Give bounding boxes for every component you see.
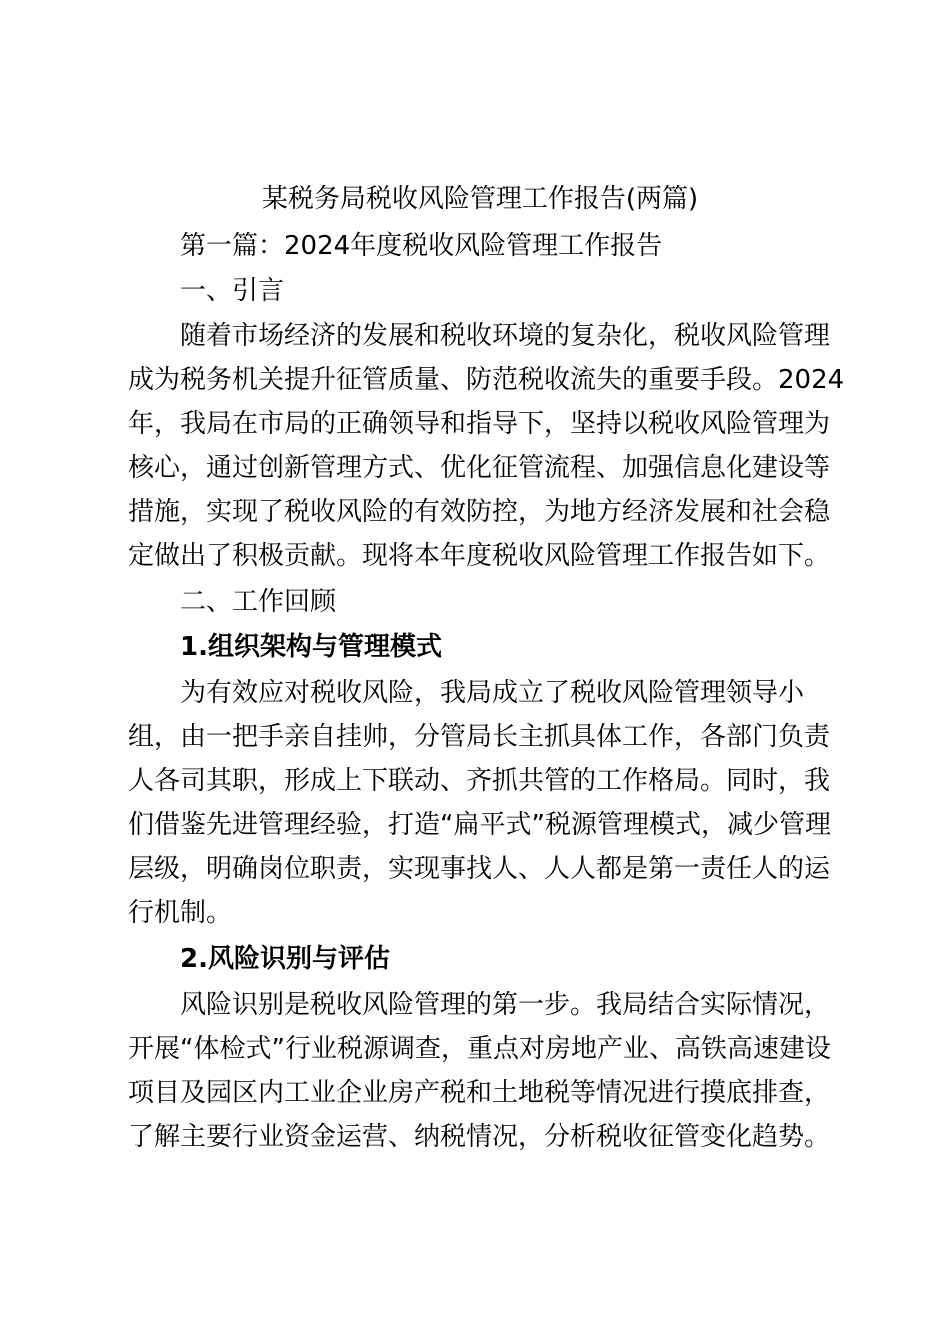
paragraph-line: 定做出了积极贡献。现将本年度税收风险管理工作报告如下。 (128, 541, 831, 571)
paragraph-line: 们借鉴先进管理经验，打造“扁平式”税源管理模式，减少管理 (128, 810, 831, 840)
paragraph-line: 年，我局在市局的正确领导和指导下，坚持以税收风险管理为 (128, 409, 831, 439)
paragraph-line: 为有效应对税收风险，我局成立了税收风险管理领导小 (180, 678, 805, 708)
paragraph-line: 项目及园区内工业企业房产税和土地税等情况进行摸底排查， (128, 1078, 831, 1108)
paragraph-line: 人各司其职，形成上下联动、齐抓共管的工作格局。同时，我 (128, 766, 831, 796)
paragraph-line: 组，由一把手亲自挂帅，分管局长主抓具体工作，各部门负责 (128, 722, 831, 752)
part-heading: 第一篇：2024年度税收风险管理工作报告 (180, 231, 663, 261)
subsection-heading-risk-identification: 2.风险识别与评估 (180, 944, 390, 974)
paragraph-line: 成为税务机关提升征管质量、防范税收流失的重要手段。2024 (128, 365, 845, 395)
paragraph-line: 层级，明确岗位职责，实现事找人、人人都是第一责任人的运 (128, 854, 831, 884)
paragraph-line: 措施，实现了税收风险的有效防控，为地方经济发展和社会稳 (128, 497, 831, 527)
paragraph-line: 核心，通过创新管理方式、优化征管流程、加强信息化建设等 (128, 453, 831, 483)
document-title: 某税务局税收风险管理工作报告(两篇) (261, 184, 699, 214)
paragraph-line: 随着市场经济的发展和税收环境的复杂化，税收风险管理 (180, 321, 831, 351)
section-heading-introduction: 一、引言 (180, 276, 285, 306)
paragraph-line: 开展“体检式”行业税源调查，重点对房地产业、高铁高速建设 (128, 1034, 831, 1064)
paragraph-line: 了解主要行业资金运营、纳税情况，分析税收征管变化趋势。 (128, 1122, 831, 1152)
subsection-heading-organization: 1.组织架构与管理模式 (180, 632, 442, 662)
paragraph-line: 风险识别是税收风险管理的第一步。我局结合实际情况， (180, 990, 831, 1020)
paragraph-line: 行机制。 (128, 898, 233, 928)
section-heading-work-review: 二、工作回顾 (180, 587, 337, 617)
